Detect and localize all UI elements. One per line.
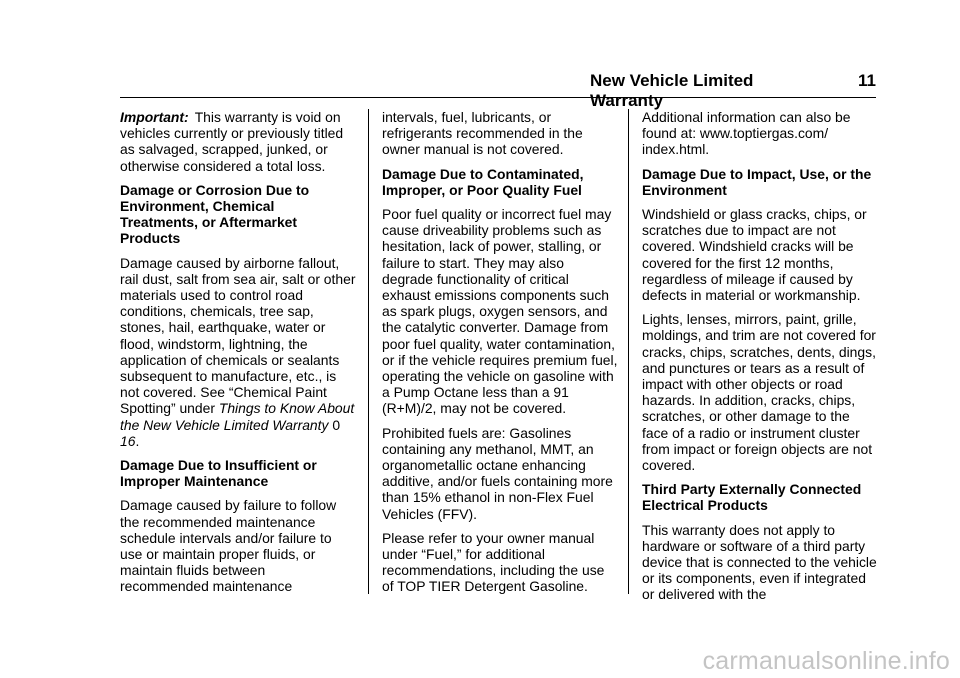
section-heading: Third Party Externally Connected Electrical Products	[642, 481, 862, 514]
paragraph: Windshield or glass cracks, chips, or scratches due to impact are not covered. Windshield cracks will be covered for the first 12 months, regardless of mileage if caused by defects in material or workmanship.	[642, 206, 867, 304]
paragraph	[120, 255, 356, 449]
paragraph-end: .	[135, 432, 140, 449]
watermark: carmanualsonline.info	[702, 647, 950, 675]
section-heading: Damage or Corrosion Due to Environment, Chemical Treatments, or Aftermarket Products	[120, 181, 310, 247]
section-heading: Damage Due to Contaminated, Improper, or Poor Quality Fuel	[382, 165, 584, 198]
header-rule	[120, 97, 876, 98]
page-title: New Vehicle Limited Warranty	[590, 71, 754, 110]
important-label: Important:	[120, 109, 189, 125]
paragraph: Prohibited fuels are: Gasolines containing any methanol, MMT, an organometallic octane enhancing additive, and/or fuels containing more than 15% ethanol in non-Flex Fuel Vehicles (FFV).	[382, 424, 613, 522]
paragraph: Please refer to your owner manual under “Fuel,” for additional recommendations, including the use of TOP TIER Detergent Gasoline.	[382, 529, 605, 595]
paragraph: intervals, fuel, lubricants, or refrigerants recommended in the owner manual is not covered.	[382, 109, 583, 158]
paragraph-text: Damage caused by airborne fallout, rail dust, salt from sea air, salt or other materials used to control road conditions, chemicals, tree sap, stones, hail, earthquake, water or flood, windstorm, lightning, the application of chemicals or sealants subsequent to manufacture, etc., is not covered. See “Chemical Paint Spotting” under	[120, 254, 356, 417]
column-divider-2	[628, 109, 629, 594]
paragraph: Damage caused by failure to follow the recommended maintenance schedule intervals and/or failure to use or maintain proper fluids, or maintain fluids between recommended maintenance	[120, 497, 337, 595]
column-3	[642, 109, 878, 611]
column-1	[120, 109, 356, 603]
important-note	[120, 109, 356, 174]
column-divider-1	[368, 109, 369, 594]
page-ref-number[interactable]: 16	[120, 432, 136, 449]
paragraph: Poor fuel quality or incorrect fuel may cause driveability problems such as hesitation, lack of power, stalling, or failure to start. They may also degrade functionality of critical exhaust emissions components such as spark plugs, oxygen sensors, and the catalytic converter. Damage from poor fuel quality, water contamination, or if the vehicle requires premium fuel, operating the vehicle on gasoline with a Pump Octane less than a 91 (R+M)/2, may not be covered.	[382, 206, 618, 417]
column-2	[382, 109, 618, 603]
important-text: This warranty is void on vehicles currently or previously titled as salvaged, scrapped, junked, or otherwise considered a total loss.	[120, 109, 344, 174]
paragraph: This warranty does not apply to hardware or software of a third party device that is connected to the vehicle or its components, even if integrated or delivered with the	[642, 521, 877, 603]
section-heading: Damage Due to Impact, Use, or the Environment	[642, 165, 872, 198]
paragraph: Lights, lenses, mirrors, paint, grille, moldings, and trim are not covered for cracks, chips, scratches, dents, dings, and punctures or tears as a result of impact with other objects or road hazards. In addition, cracks, chips, scratches, or other damage to the face of a radio or instrument cluster from impact or foreign objects are not covered.	[642, 311, 876, 474]
page-number: 11	[858, 71, 876, 90]
cross-reference-link[interactable]: Things to Know About the New Vehicle Limited Warranty	[120, 400, 355, 433]
page-header	[590, 71, 876, 110]
section-heading: Damage Due to Insufficient or Improper Maintenance	[120, 457, 317, 490]
paragraph: Additional information can also be found at: www.toptiergas.com/ index.html.	[642, 109, 851, 158]
page-ref-icon: 0	[332, 416, 341, 433]
